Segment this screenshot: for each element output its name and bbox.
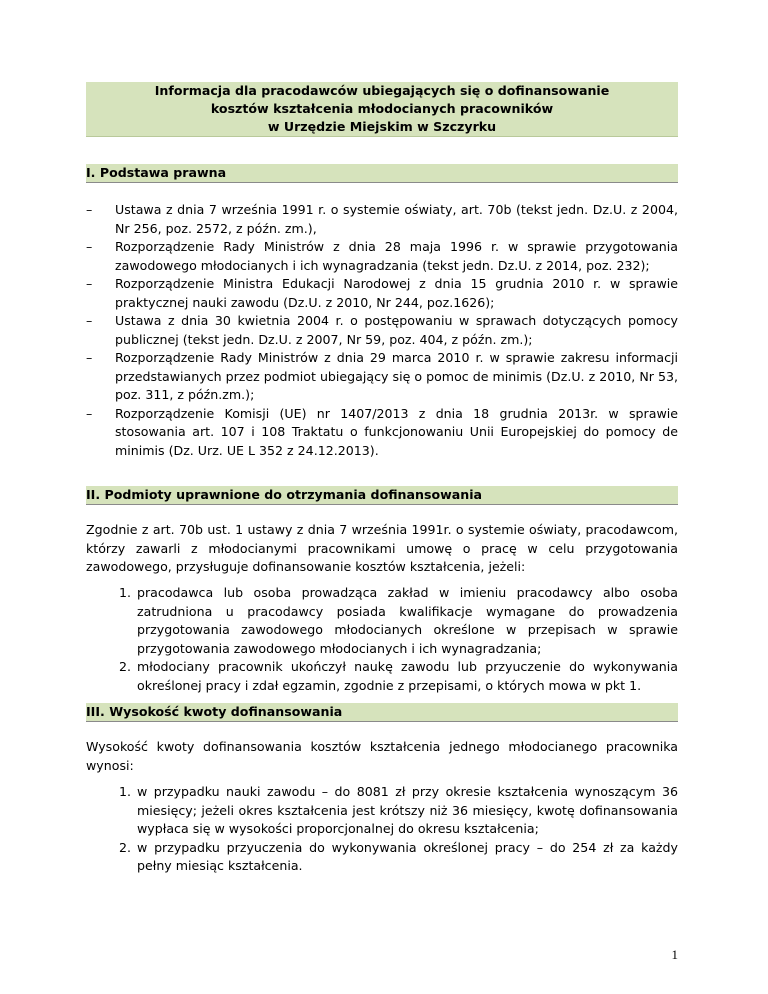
section-heading-eligible-entities: II. Podmioty uprawnione do otrzymania dofinansowania — [86, 486, 678, 505]
list-item: – Ustawa z dnia 30 kwietnia 2004 r. o postępowaniu w sprawach dotyczących pomocy publicznej (tekst jedn. Dz.U. z 2007, Nr 59, poz. 404, z późn. zm.); — [86, 313, 678, 347]
list-item: – Rozporządzenie Ministra Edukacji Narodowej z dnia 15 grudnia 2010 r. w sprawie praktycznej nauki zawodu (Dz.U. z 2010, Nr 244, poz.1626); — [86, 276, 678, 310]
title-line-1: Informacja dla pracodawców ubiegających się o dofinansowanie — [154, 83, 610, 98]
title-line-3: w Urzędzie Miejskim w Szczyrku — [267, 119, 497, 134]
eligibility-intro: Zgodnie z art. 70b ust. 1 ustawy z dnia 7 września 1991r. o systemie oświaty, pracodawcom, którzy zawarli z młodocianymi pracownikami umowę o pracę w celu przygotowania zawodowego, przysługuje dofinansowanie kosztów kształcenia, jeżeli: — [86, 522, 678, 574]
funding-intro: Wysokość kwoty dofinansowania kosztów kształcenia jednego młodocianego pracownika wynosi: — [86, 739, 678, 773]
list-item: – Rozporządzenie Komisji (UE) nr 1407/2013 z dnia 18 grudnia 2013r. w sprawie stosowania art. 107 i 108 Traktatu o funkcjonowaniu Unii Europejskiej do pomocy de minimis (Dz. Urz. UE L 352 z 24.12.2013). — [86, 405, 678, 458]
list-item: – Rozporządzenie Rady Ministrów z dnia 29 marca 2010 r. w sprawie zakresu informacji przedstawianych przez podmiot ubiegający się o pomoc de minimis (Dz.U. z 2010, Nr 53, poz. 311, z późn.zm.); — [86, 350, 678, 402]
list-item: 2. w przypadku przyuczenia do wykonywania określonej pracy – do 254 zł za każdy pełny miesiąc kształcenia. — [119, 839, 678, 873]
section-heading-funding-amount: III. Wysokość kwoty dofinansowania — [86, 703, 678, 722]
page-number: 1 — [671, 947, 678, 962]
section-heading-legal-basis: I. Podstawa prawna — [86, 164, 678, 183]
legal-basis-list — [86, 201, 678, 460]
list-item: 1. w przypadku nauki zawodu – do 8081 zł przy okresie kształcenia wynoszącym 36 miesięcy; jeżeli okres kształcenia jest krótszy niż 36 miesięcy, kwotę dofinansowania wypłaca się w wysokości proporcjonalnej do okresu kształcenia; — [119, 784, 678, 836]
title-line-2: kosztów kształcenia młodocianych pracowników — [210, 101, 554, 116]
document-title — [86, 82, 678, 137]
eligibility-conditions-list — [86, 584, 678, 695]
list-item: – Rozporządzenie Rady Ministrów z dnia 28 maja 1996 r. w sprawie przygotowania zawodowego młodocianych i ich wynagradzania (tekst jedn. Dz.U. z 2014, poz. 232); — [86, 239, 678, 273]
list-item: 1. pracodawca lub osoba prowadząca zakład w imieniu pracodawcy albo osoba zatrudniona u pracodawcy posiada kwalifikacje wymagane do prowadzenia przygotowania zawodowego młodocianych określone w przepisach w sprawie przygotowania zawodowego młodocianych i ich wynagradzania; — [119, 585, 678, 656]
funding-amount-list — [86, 783, 678, 876]
list-item: – Ustawa z dnia 7 września 1991 r. o systemie oświaty, art. 70b (tekst jedn. Dz.U. z 2004, Nr 256, poz. 2572, z późn. zm.), — [86, 202, 678, 236]
list-item: 2. młodociany pracownik ukończył naukę zawodu lub przyuczenie do wykonywania określonej pracy i zdał egzamin, zgodnie z przepisami, o których mowa w pkt 1. — [119, 659, 678, 693]
